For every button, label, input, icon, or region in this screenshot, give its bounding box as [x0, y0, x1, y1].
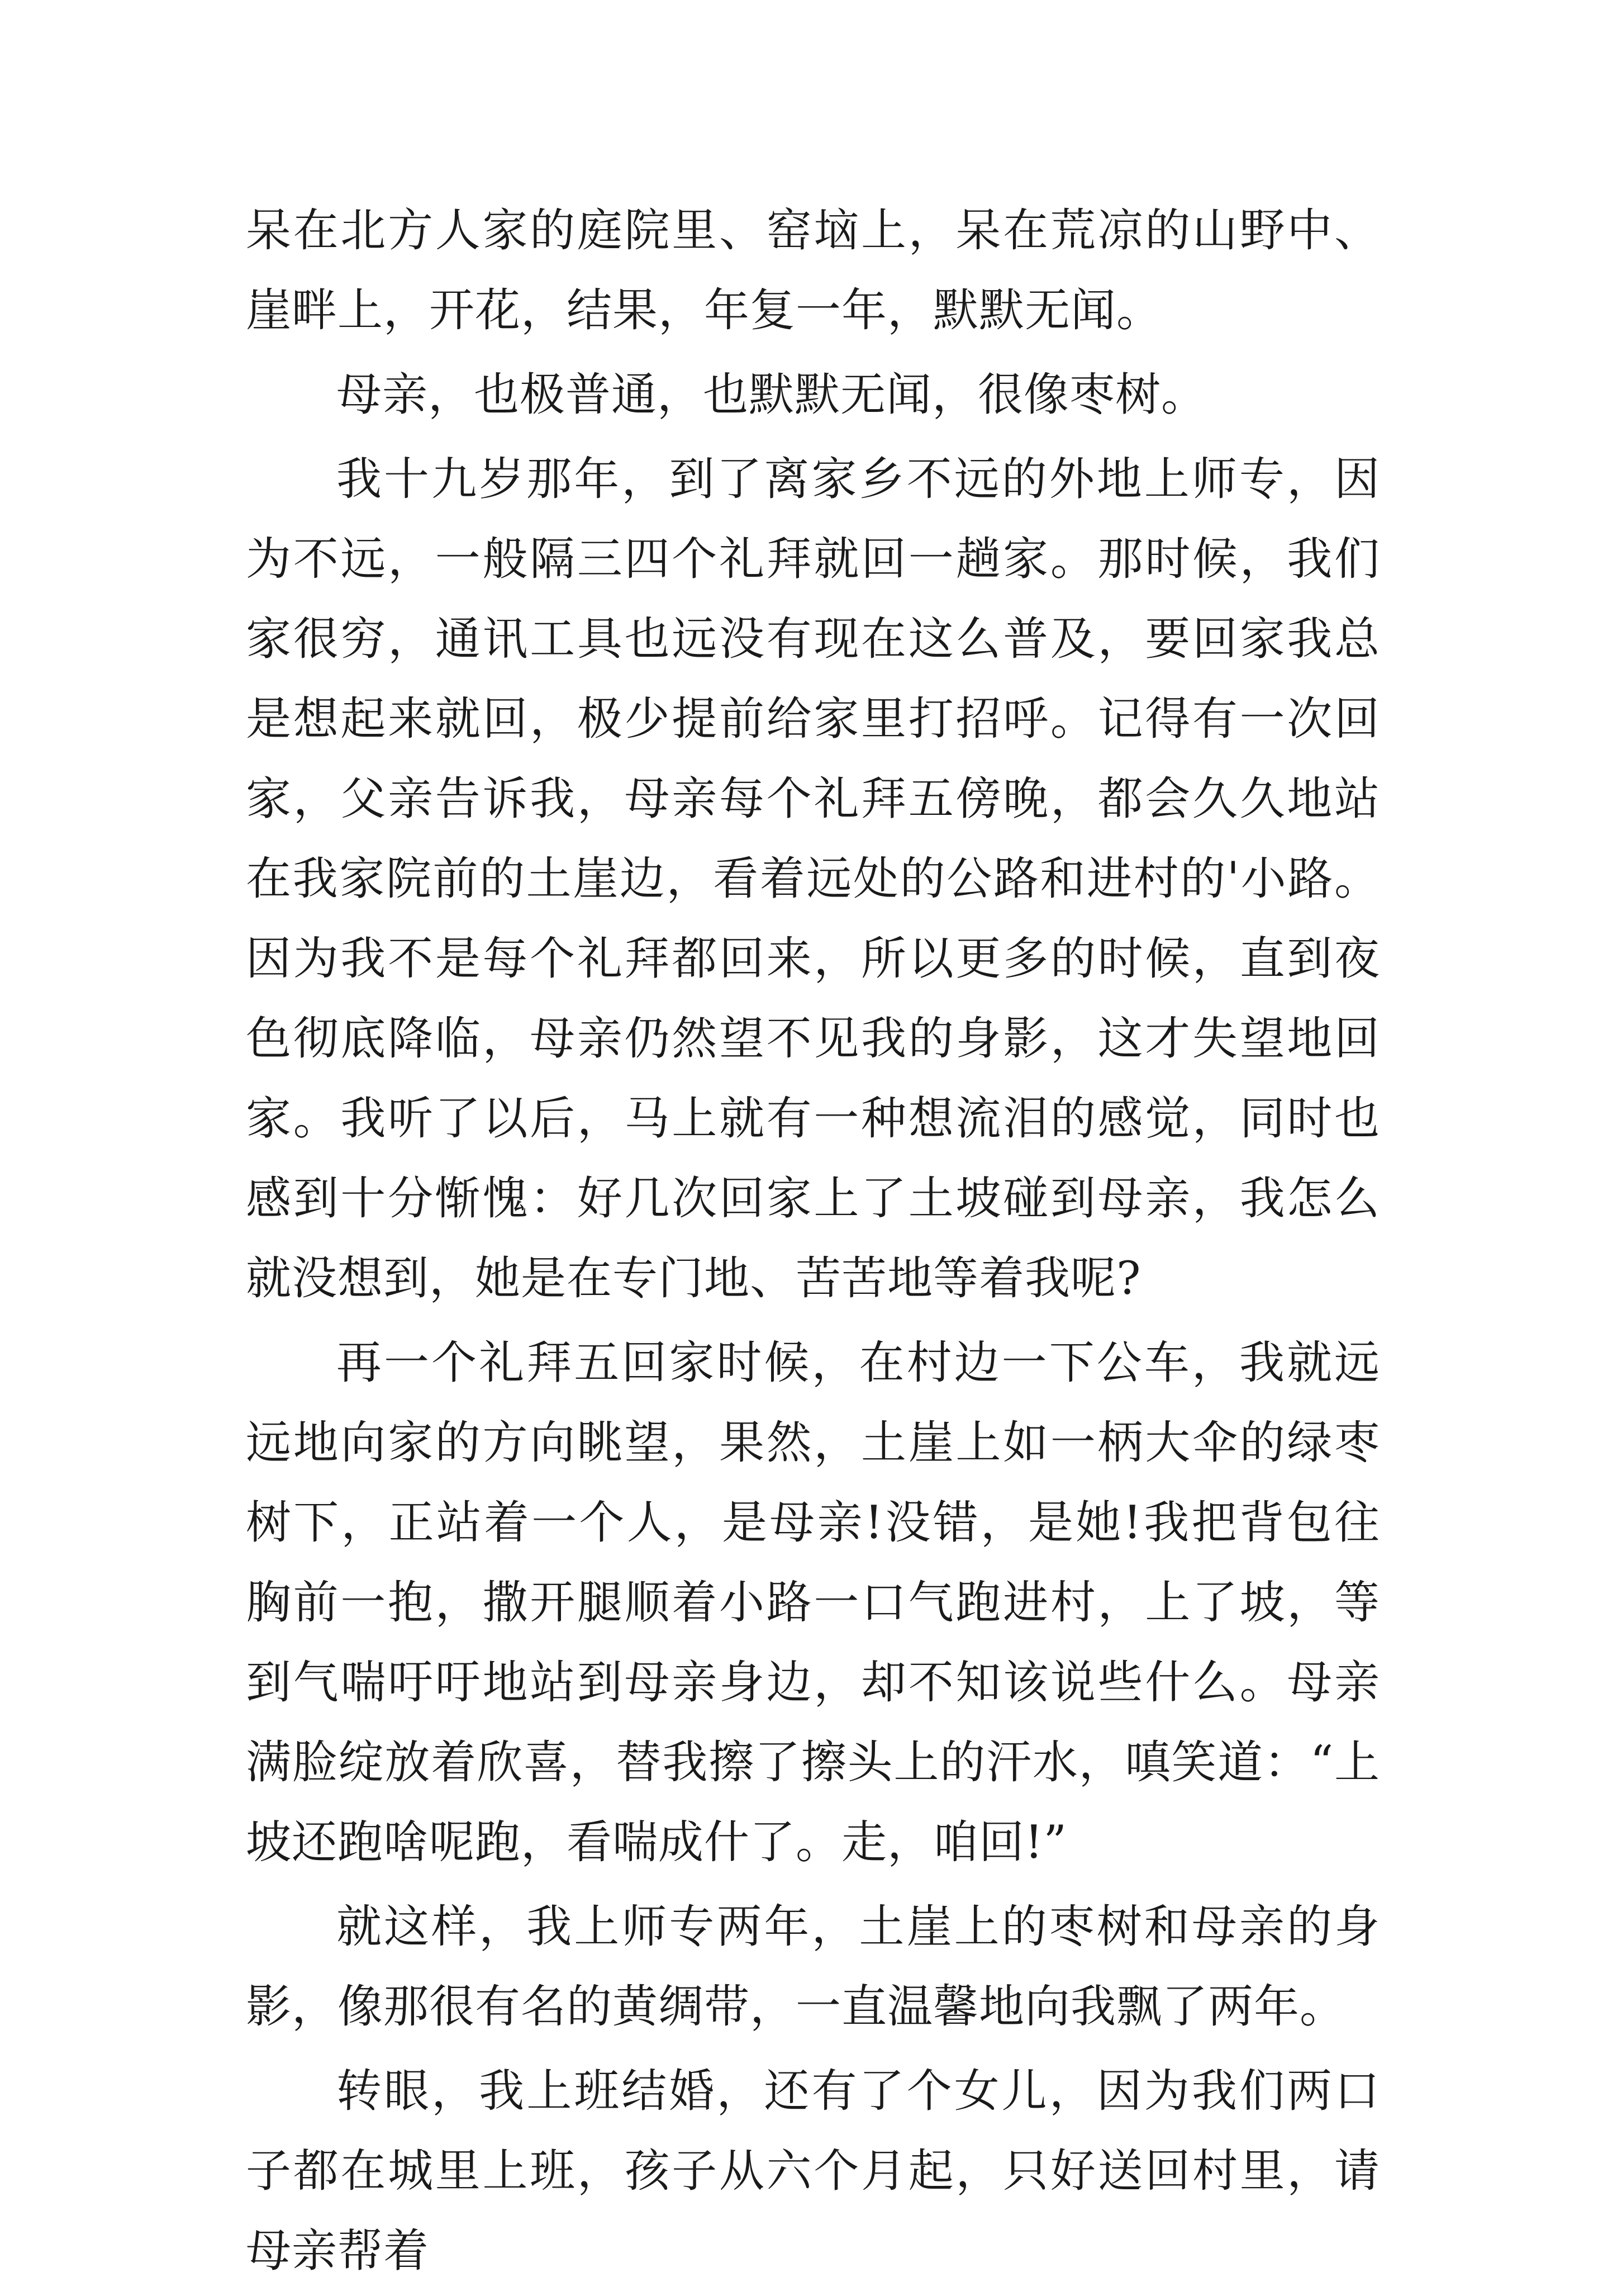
paragraph-2: 母亲，也极普通，也默默无闻，很像枣树。 — [336, 369, 1207, 421]
paragraph-3: 我十九岁那年，到了离家乡不远的外地上师专，因为不远，一般隔三四个礼拜就回一趟家。那时候，我们家很穷，通讯工具也远没有现在这么普及，要回家我总是想起来就回，极少提前给家里打招呼。记得有一次回家，父亲告诉我，母亲每个礼拜五傍晚，都会久久地站在我家院前的土崖边，看着远处的公路和进村的'小路。因为我不是每个礼拜都回来，所以更多的时候，直到夜色彻底降临，母亲仍然望不见我的身影，这才失望地回家。我听了以后，马上就有一种想流泪的感觉，同时也感到十分惭愧：好几次回家上了土坡碰到母亲，我怎么就没想到，她是在专门地、苦苦地等着我呢? — [246, 453, 1380, 1305]
paragraph-4: 再一个礼拜五回家时候，在村边一下公车，我就远远地向家的方向眺望，果然，土崖上如一柄大伞的绿枣树下，正站着一个人，是母亲!没错，是她!我把背包往胸前一抱，撒开腿顺着小路一口气跑进村，上了坡，等到气喘吁吁地站到母亲身边，却不知该说些什么。母亲满脸绽放着欣喜，替我擦了擦头上的汗水，嗔笑道：“上坡还跑啥呢跑，看喘成什了。走，咱回!” — [246, 1337, 1380, 1869]
paragraph-1: 呆在北方人家的庭院里、窑垴上，呆在荒凉的山野中、崖畔上，开花，结果，年复一年，默默无闻。 — [246, 205, 1380, 337]
document-body — [246, 191, 1380, 2296]
paragraph-6: 转眼，我上班结婚，还有了个女儿，因为我们两口子都在城里上班，孩子从六个月起，只好送回村里，请母亲帮着 — [246, 2065, 1380, 2278]
paragraph-5: 就这样，我上师专两年，土崖上的枣树和母亲的身影，像那很有名的黄绸带，一直温馨地向我飘了两年。 — [246, 1901, 1380, 2033]
